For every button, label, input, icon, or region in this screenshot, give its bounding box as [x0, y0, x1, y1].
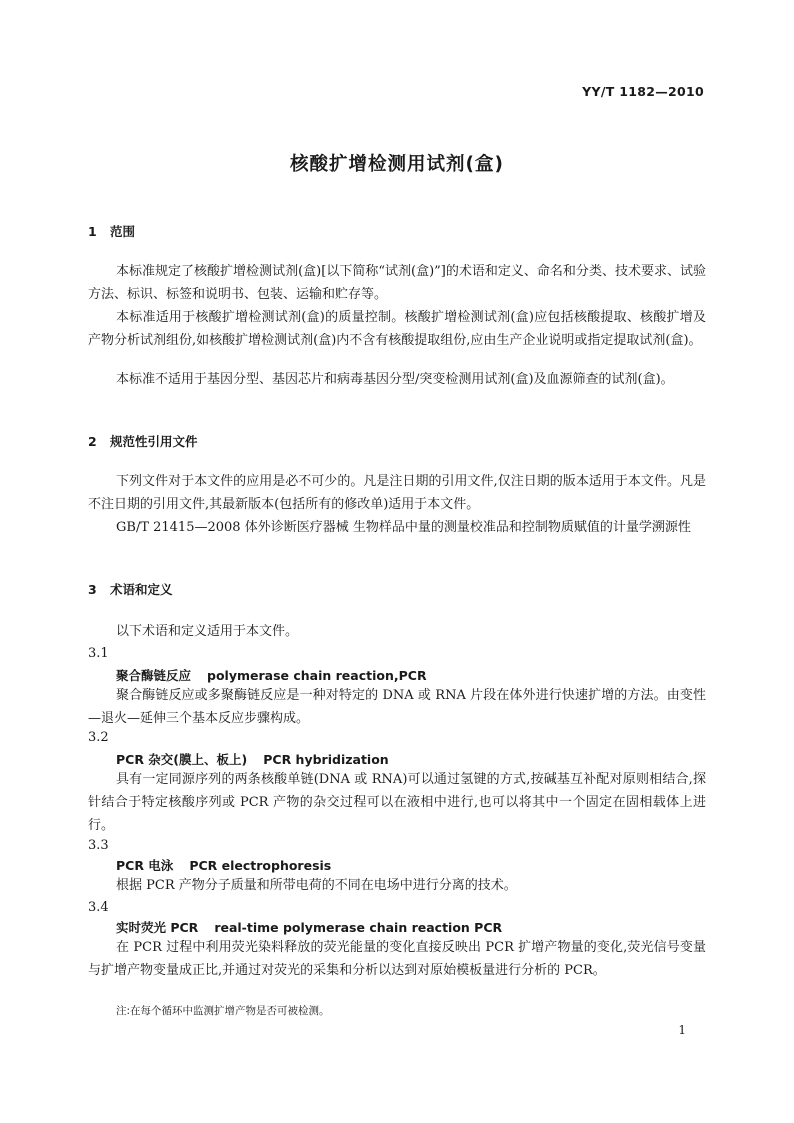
section-3-heading: [88, 580, 706, 598]
term-definition: 在 PCR 过程中利用荧光染料释放的荧光能量的变化直接反映出 PCR 扩增产物量的变化,荧光信号变量与扩增产物变量成正比,并通过对荧光的采集和分析以达到对原始模板量进行分析的 PCR。: [88, 940, 706, 978]
term-chinese: 实时荧光 PCR: [116, 920, 199, 935]
standard-code: YY/T 1182—2010: [582, 84, 704, 99]
term-number: 3.1: [88, 646, 109, 661]
references-intro-paragraph: 下列文件对于本文件的应用是必不可少的。凡是注日期的引用文件,仅注日期的版本适用于本文件。凡是不注日期的引用文件,其最新版本(包括所有的修改单)适用于本文件。: [88, 474, 706, 512]
section-title: 规范性引用文件: [110, 434, 198, 449]
term-number: 3.2: [88, 730, 109, 745]
scope-paragraph-3: 本标准不适用于基因分型、基因芯片和病毒基因分型/突变检测用试剂(盒)及血源筛查的试剂(盒)。: [116, 372, 674, 387]
section-number: 3: [88, 582, 97, 597]
term-number: 3.4: [88, 900, 109, 915]
section-number: 1: [88, 224, 97, 239]
page-number: 1: [678, 1023, 686, 1037]
term-chinese: 聚合酶链反应: [116, 668, 192, 683]
term-chinese: PCR 杂交(膜上、板上): [116, 752, 248, 767]
term-english: real-time polymerase chain reaction PCR: [214, 920, 503, 935]
term-english: polymerase chain reaction,PCR: [207, 668, 427, 683]
section-2-heading: [88, 432, 706, 450]
scope-paragraph-1: 本标准规定了核酸扩增检测试剂(盒)[以下简称“试剂(盒)”]的术语和定义、命名和分类、技术要求、试验方法、标识、标签和说明书、包装、运输和贮存等。: [88, 264, 706, 302]
section-1-heading: [88, 222, 706, 240]
term-english: PCR hybridization: [263, 752, 389, 767]
term-english: PCR electrophoresis: [189, 858, 332, 873]
normative-reference: GB/T 21415—2008 体外诊断医疗器械 生物样品中量的测量校准品和控制物质赋值的计量学溯源性: [116, 520, 691, 535]
section-title: 术语和定义: [110, 582, 173, 597]
section-number: 2: [88, 434, 97, 449]
term-definition: 根据 PCR 产物分子质量和所带电荷的不同在电场中进行分离的技术。: [116, 878, 517, 893]
section-title: 范围: [110, 224, 136, 239]
term-definition: 聚合酶链反应或多聚酶链反应是一种对特定的 DNA 或 RNA 片段在体外进行快速扩增的方法。由变性—退火—延伸三个基本反应步骤构成。: [88, 688, 706, 726]
terms-intro-paragraph: 以下术语和定义适用于本文件。: [116, 624, 299, 639]
term-note: 注:在每个循环中监测扩增产物是否可被检测。: [116, 1005, 330, 1017]
term-number: 3.3: [88, 838, 109, 853]
document-title: 核酸扩增检测用试剂(盒): [290, 154, 504, 175]
term-chinese: PCR 电泳: [116, 858, 174, 873]
term-definition: 具有一定同源序列的两条核酸单链(DNA 或 RNA)可以通过氢键的方式,按碱基互补配对原则相结合,探针结合于特定核酸序列或 PCR 产物的杂交过程可以在液相中进行,也可以将其中一个固定在固相载体上进行。: [88, 772, 706, 833]
scope-paragraph-2: 本标准适用于核酸扩增检测试剂(盒)的质量控制。核酸扩增检测试剂(盒)应包括核酸提取、核酸扩增及产物分析试剂组份,如核酸扩增检测试剂(盒)内不含有核酸提取组份,应由生产企业说明或指定提取试剂(盒)。: [88, 310, 706, 348]
